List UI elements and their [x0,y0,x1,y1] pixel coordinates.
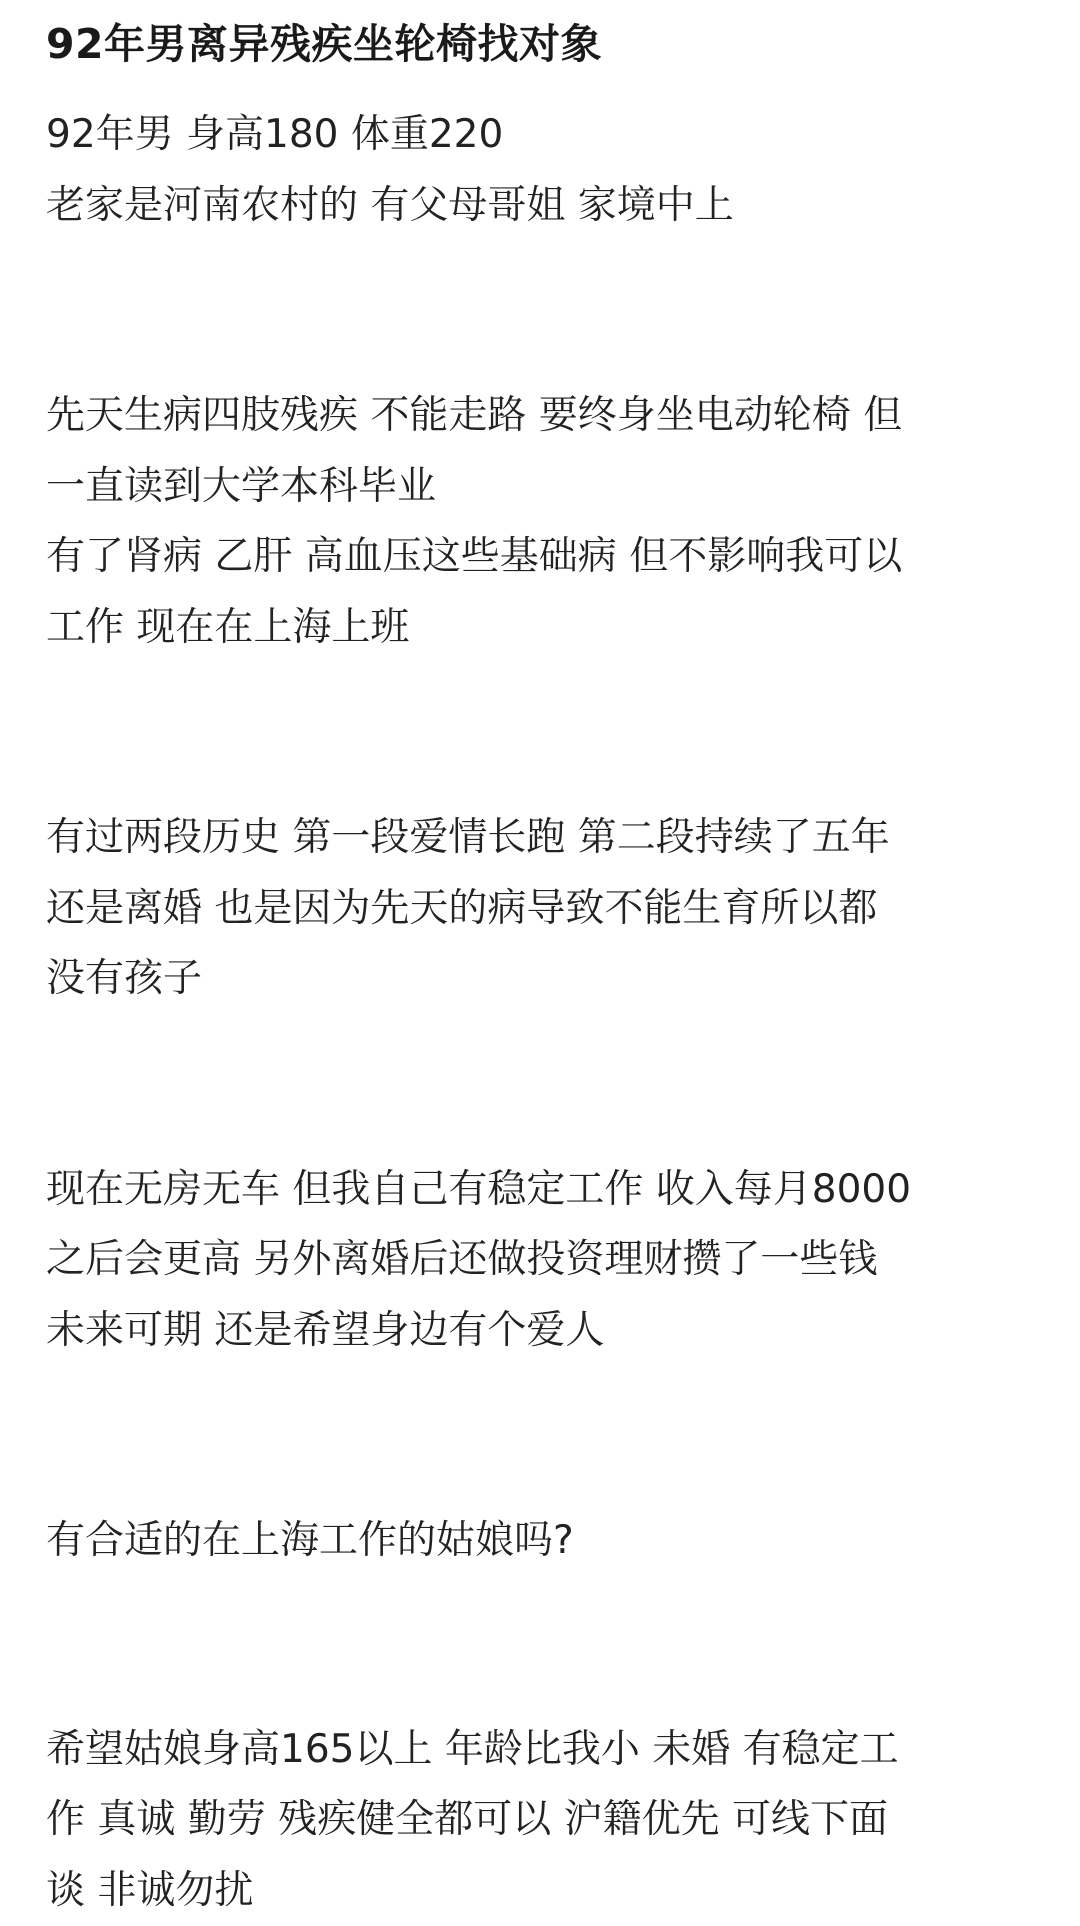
text-line: 现在无房无车 但我自己有稳定工作 收入每月8000 [46,1155,1046,1226]
text-line: 有合适的在上海工作的姑娘吗? [46,1506,1046,1577]
paragraph-spacer [46,663,1046,803]
text-line: 之后会更高 另外离婚后还做投资理财攒了一些钱 [46,1225,1046,1296]
text-line: 92年男 身高180 体重220 [46,100,1046,171]
text-line: 谈 非诚勿扰 [46,1856,1046,1926]
paragraph-spacer [46,1577,1046,1715]
text-line: 老家是河南农村的 有父母哥姐 家境中上 [46,171,1046,242]
paragraph-finances [46,1155,1046,1367]
paragraph-spacer [46,1366,1046,1506]
text-line: 工作 现在在上海上班 [46,593,1046,664]
text-line: 还是离婚 也是因为先天的病导致不能生育所以都 [46,874,1046,945]
text-line: 作 真诚 勤劳 残疾健全都可以 沪籍优先 可线下面 [46,1785,1046,1856]
paragraph-question [46,1506,1046,1577]
paragraph-requirements [46,1715,1046,1926]
text-line: 没有孩子 [46,944,1046,1015]
paragraph-history [46,803,1046,1015]
post-title: 92年男离异残疾坐轮椅找对象 [46,0,1046,100]
text-line: 先天生病四肢残疾 不能走路 要终身坐电动轮椅 但 [46,381,1046,452]
post-body [46,100,1046,1926]
paragraph-spacer [46,241,1046,381]
text-line: 未来可期 还是希望身边有个爱人 [46,1296,1046,1367]
text-line: 有过两段历史 第一段爱情长跑 第二段持续了五年 [46,803,1046,874]
text-line: 有了肾病 乙肝 高血压这些基础病 但不影响我可以 [46,522,1046,593]
paragraph-spacer [46,1015,1046,1155]
text-line: 希望姑娘身高165以上 年龄比我小 未婚 有稳定工 [46,1715,1046,1786]
text-line: 一直读到大学本科毕业 [46,452,1046,523]
post-container [46,0,1046,1926]
paragraph-health [46,381,1046,663]
paragraph-profile [46,100,1046,241]
